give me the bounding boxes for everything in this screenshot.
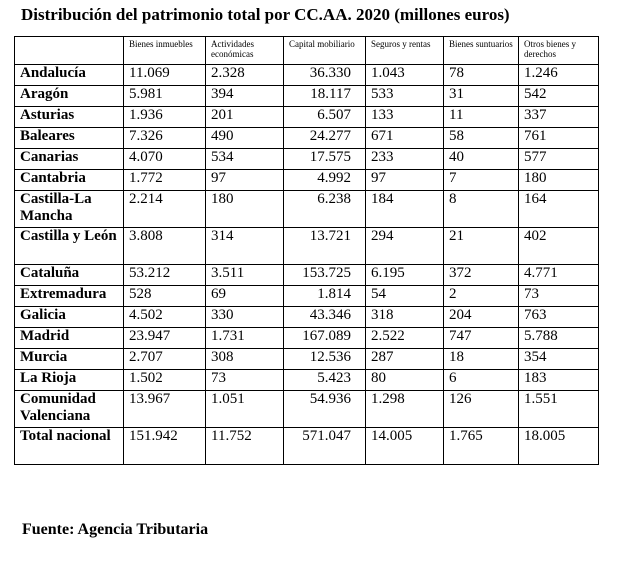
value-cell: 180 (206, 191, 284, 228)
value-cell: 97 (366, 170, 444, 191)
table-row (15, 191, 599, 228)
header-cell: Bienes suntuarios (444, 37, 519, 65)
value-cell: 571.047 (284, 428, 366, 465)
value-cell: 2.522 (366, 328, 444, 349)
value-cell: 73 (519, 286, 599, 307)
value-cell: 5.423 (284, 370, 366, 391)
value-cell: 11.752 (206, 428, 284, 465)
table-row (15, 149, 599, 170)
value-cell: 23.947 (124, 328, 206, 349)
value-cell: 671 (366, 128, 444, 149)
value-cell: 3.808 (124, 228, 206, 265)
value-cell: 1.502 (124, 370, 206, 391)
value-cell: 354 (519, 349, 599, 370)
header-cell: Bienes inmuebles (124, 37, 206, 65)
value-cell: 24.277 (284, 128, 366, 149)
value-cell: 1.298 (366, 391, 444, 428)
region-name: Baleares (15, 128, 124, 149)
region-name: Extremadura (15, 286, 124, 307)
region-name: Murcia (15, 349, 124, 370)
header-region (15, 37, 124, 65)
region-name: La Rioja (15, 370, 124, 391)
value-cell: 14.005 (366, 428, 444, 465)
value-cell: 528 (124, 286, 206, 307)
value-cell: 11 (444, 107, 519, 128)
value-cell: 18 (444, 349, 519, 370)
value-cell: 4.070 (124, 149, 206, 170)
value-cell: 6.507 (284, 107, 366, 128)
value-cell: 11.069 (124, 65, 206, 86)
value-cell: 2.214 (124, 191, 206, 228)
value-cell: 43.346 (284, 307, 366, 328)
value-cell: 1.731 (206, 328, 284, 349)
value-cell: 1.772 (124, 170, 206, 191)
value-cell: 533 (366, 86, 444, 107)
value-cell: 318 (366, 307, 444, 328)
header-cell: Otros bienes y derechos (519, 37, 599, 65)
value-cell: 31 (444, 86, 519, 107)
value-cell: 184 (366, 191, 444, 228)
value-cell: 5.788 (519, 328, 599, 349)
table-row (15, 328, 599, 349)
value-cell: 372 (444, 265, 519, 286)
header-cell: Capital mobiliario (284, 37, 366, 65)
table-row (15, 307, 599, 328)
region-name: Cataluña (15, 265, 124, 286)
value-cell: 1.043 (366, 65, 444, 86)
value-cell: 5.981 (124, 86, 206, 107)
value-cell: 394 (206, 86, 284, 107)
value-cell: 73 (206, 370, 284, 391)
value-cell: 126 (444, 391, 519, 428)
value-cell: 180 (519, 170, 599, 191)
value-cell: 183 (519, 370, 599, 391)
value-cell: 1.765 (444, 428, 519, 465)
header-cell: Seguros y rentas (366, 37, 444, 65)
table-row (15, 286, 599, 307)
value-cell: 54 (366, 286, 444, 307)
value-cell: 4.992 (284, 170, 366, 191)
region-name: Aragón (15, 86, 124, 107)
value-cell: 577 (519, 149, 599, 170)
value-cell: 761 (519, 128, 599, 149)
region-name: Castilla-La Mancha (15, 191, 124, 228)
value-cell: 747 (444, 328, 519, 349)
table-row (15, 265, 599, 286)
table-row (15, 228, 599, 265)
table-row (15, 391, 599, 428)
value-cell: 58 (444, 128, 519, 149)
value-cell: 2.707 (124, 349, 206, 370)
value-cell: 201 (206, 107, 284, 128)
table-row (15, 86, 599, 107)
value-cell: 1.814 (284, 286, 366, 307)
value-cell: 21 (444, 228, 519, 265)
value-cell: 17.575 (284, 149, 366, 170)
value-cell: 534 (206, 149, 284, 170)
value-cell: 330 (206, 307, 284, 328)
region-name: Total nacional (15, 428, 124, 465)
value-cell: 233 (366, 149, 444, 170)
table-row (15, 428, 599, 465)
value-cell: 402 (519, 228, 599, 265)
patrimonio-table (14, 36, 599, 465)
table-row (15, 349, 599, 370)
value-cell: 80 (366, 370, 444, 391)
value-cell: 8 (444, 191, 519, 228)
value-cell: 97 (206, 170, 284, 191)
value-cell: 308 (206, 349, 284, 370)
value-cell: 151.942 (124, 428, 206, 465)
value-cell: 1.246 (519, 65, 599, 86)
source-note: Fuente: Agencia Tributaria (22, 521, 209, 538)
value-cell: 40 (444, 149, 519, 170)
header-cell: Actividades económicas (206, 37, 284, 65)
value-cell: 314 (206, 228, 284, 265)
value-cell: 167.089 (284, 328, 366, 349)
value-cell: 4.502 (124, 307, 206, 328)
value-cell: 13.721 (284, 228, 366, 265)
value-cell: 13.967 (124, 391, 206, 428)
value-cell: 337 (519, 107, 599, 128)
value-cell: 1.051 (206, 391, 284, 428)
region-name: Galicia (15, 307, 124, 328)
value-cell: 2 (444, 286, 519, 307)
value-cell: 78 (444, 65, 519, 86)
value-cell: 763 (519, 307, 599, 328)
table-row (15, 128, 599, 149)
value-cell: 204 (444, 307, 519, 328)
region-name: Andalucía (15, 65, 124, 86)
value-cell: 1.936 (124, 107, 206, 128)
value-cell: 153.725 (284, 265, 366, 286)
value-cell: 490 (206, 128, 284, 149)
value-cell: 7 (444, 170, 519, 191)
value-cell: 4.771 (519, 265, 599, 286)
value-cell: 294 (366, 228, 444, 265)
region-name: Castilla y León (15, 228, 124, 265)
value-cell: 3.511 (206, 265, 284, 286)
value-cell: 18.117 (284, 86, 366, 107)
table-row (15, 107, 599, 128)
value-cell: 6 (444, 370, 519, 391)
value-cell: 133 (366, 107, 444, 128)
region-name: Canarias (15, 149, 124, 170)
value-cell: 53.212 (124, 265, 206, 286)
value-cell: 2.328 (206, 65, 284, 86)
value-cell: 164 (519, 191, 599, 228)
value-cell: 18.005 (519, 428, 599, 465)
value-cell: 69 (206, 286, 284, 307)
region-name: Asturias (15, 107, 124, 128)
value-cell: 12.536 (284, 349, 366, 370)
value-cell: 36.330 (284, 65, 366, 86)
table-title: Distribución del patrimonio total por CC.AA. 2020 (millones euros) (21, 5, 510, 24)
region-name: Comunidad Valenciana (15, 391, 124, 428)
table-row (15, 170, 599, 191)
table-row (15, 65, 599, 86)
region-name: Madrid (15, 328, 124, 349)
table-row (15, 370, 599, 391)
region-name: Cantabria (15, 170, 124, 191)
value-cell: 1.551 (519, 391, 599, 428)
header-row (15, 37, 599, 65)
value-cell: 54.936 (284, 391, 366, 428)
value-cell: 7.326 (124, 128, 206, 149)
value-cell: 6.238 (284, 191, 366, 228)
value-cell: 6.195 (366, 265, 444, 286)
value-cell: 542 (519, 86, 599, 107)
value-cell: 287 (366, 349, 444, 370)
